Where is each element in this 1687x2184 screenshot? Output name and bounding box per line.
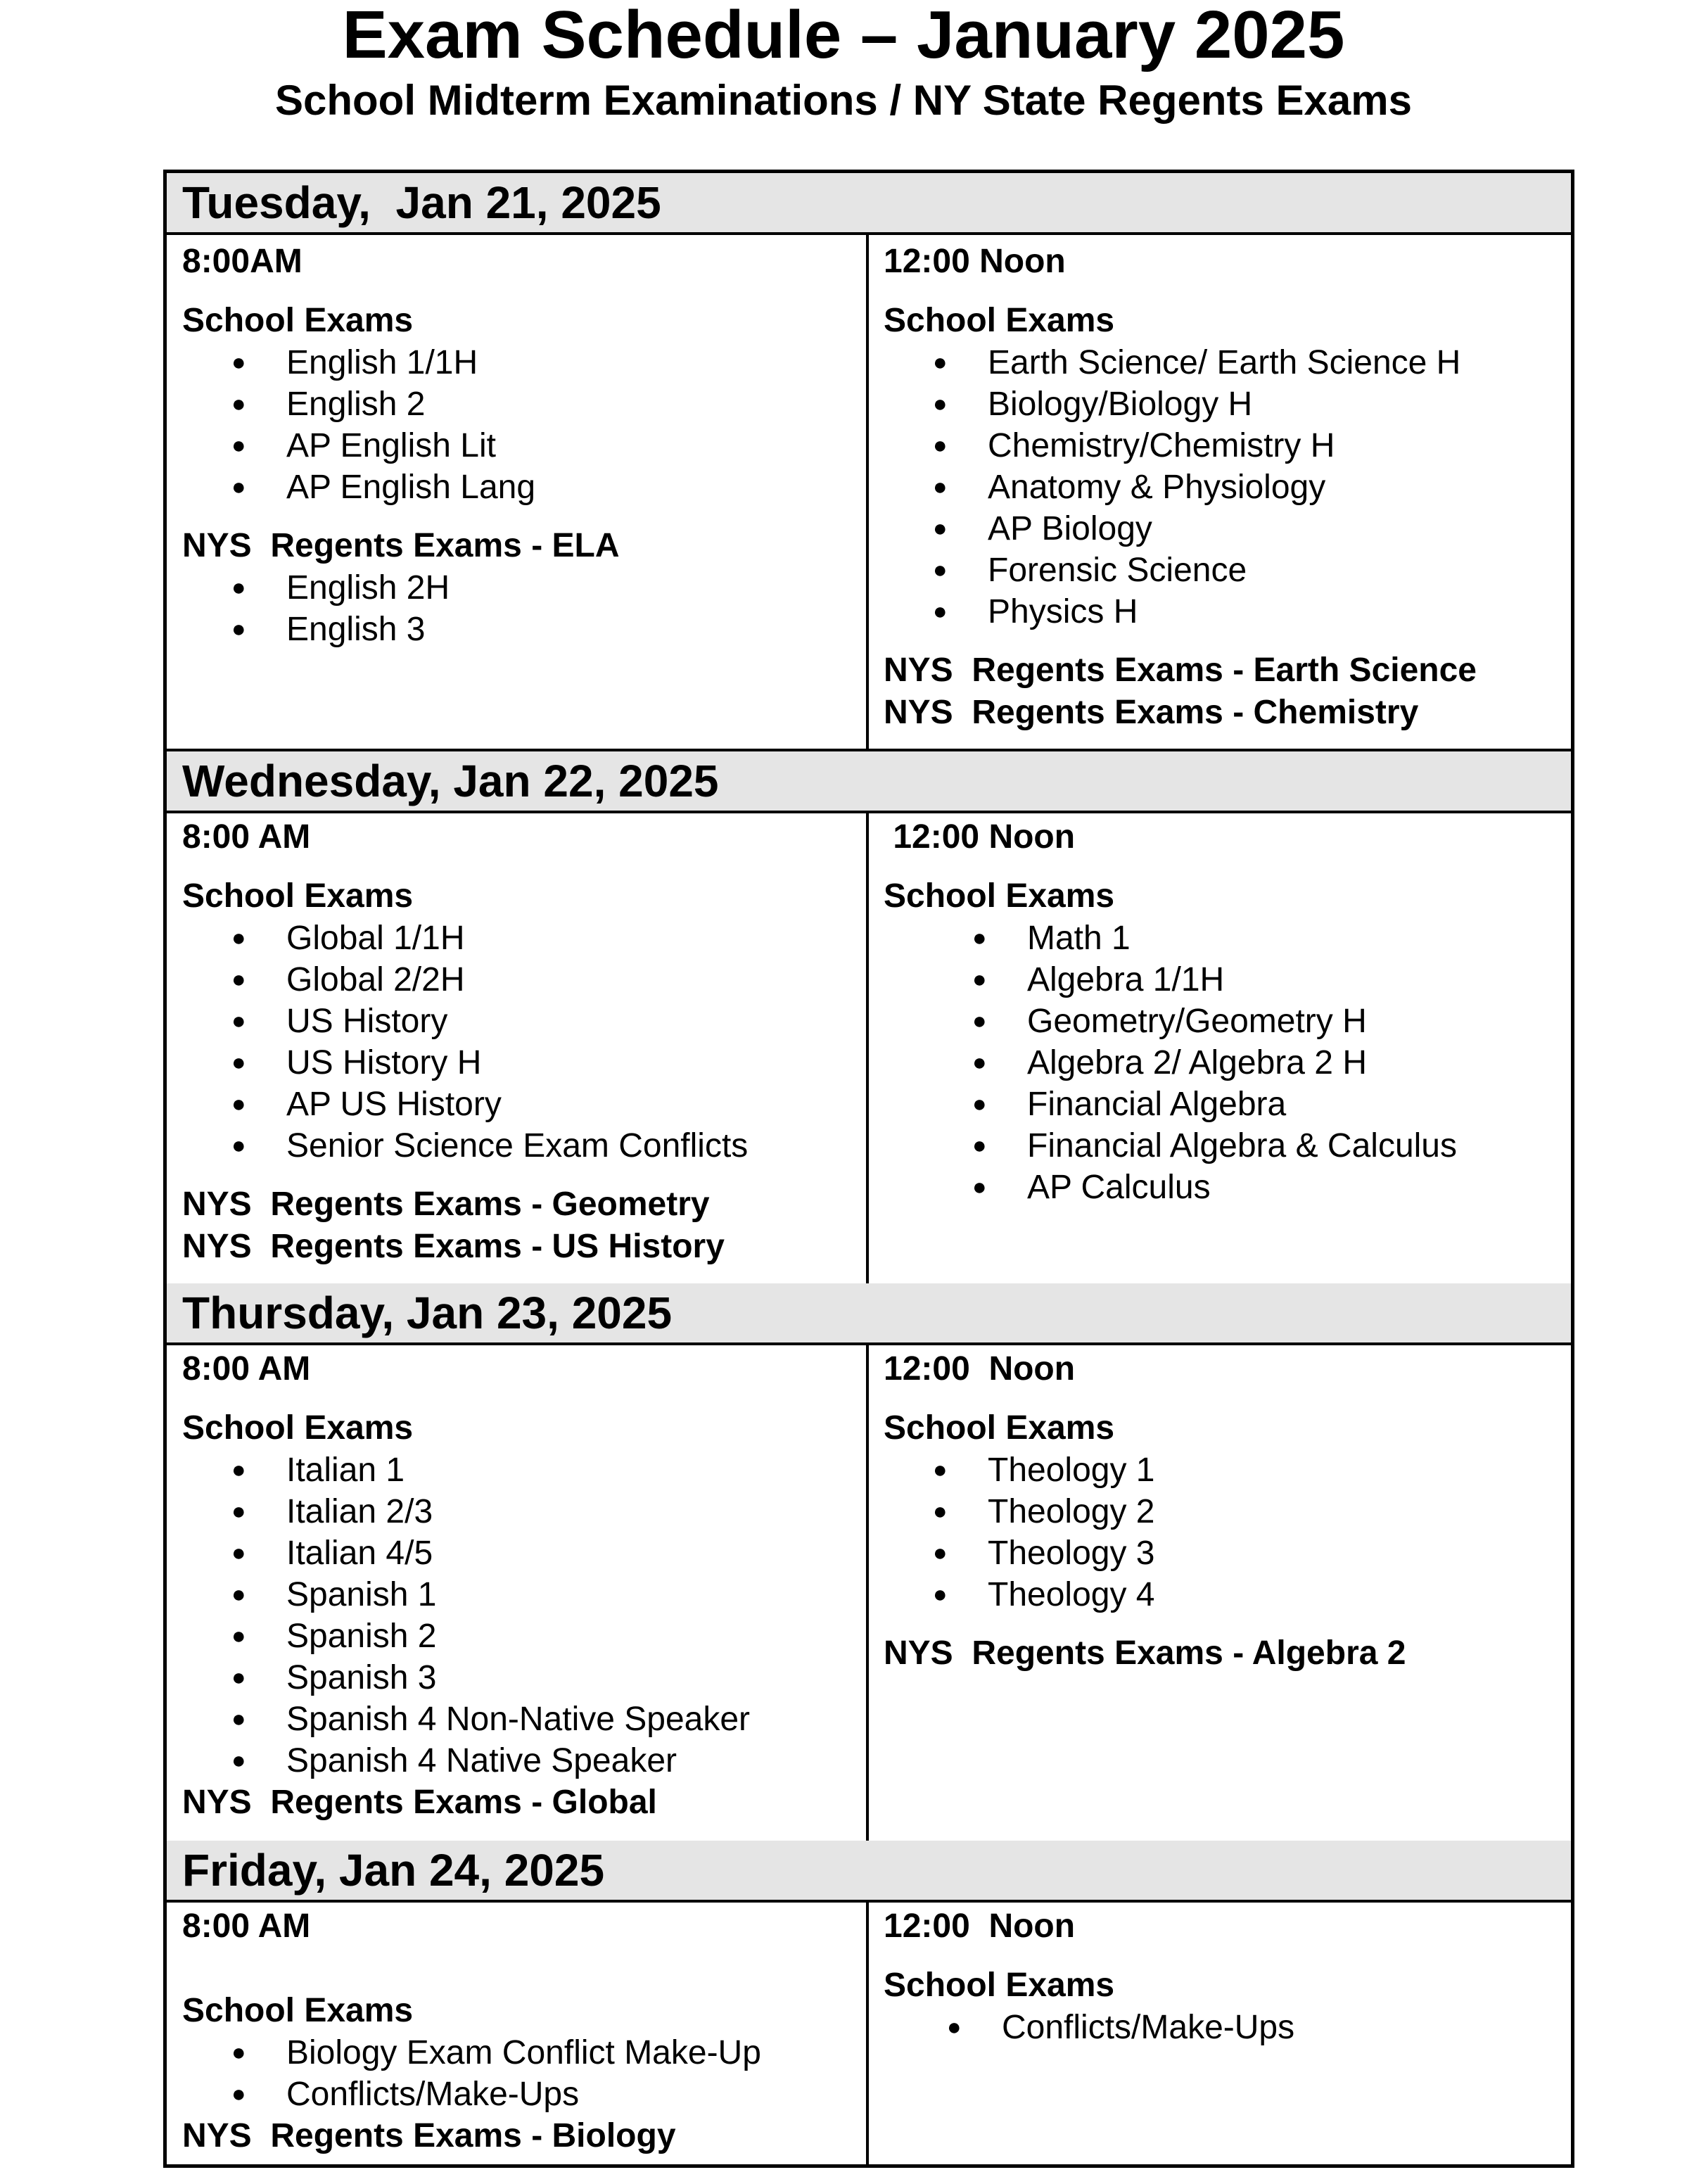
list-item: ● Theology 2 (884, 1491, 1559, 1532)
list-item: ● US History (182, 1001, 858, 1042)
list-item: ● Anatomy & Physiology (884, 466, 1559, 508)
list-item: ● AP Biology (884, 508, 1559, 550)
list-item: ● Italian 1 (182, 1449, 858, 1491)
regents-heading: NYS Regents Exams - ELA (182, 527, 620, 564)
school-exams-heading: School Exams (884, 302, 1115, 339)
school-exams-heading: School Exams (182, 1409, 414, 1447)
school-exams-heading: School Exams (884, 1409, 1115, 1447)
exam-list (884, 1449, 1559, 1615)
exam-list (182, 2032, 858, 2115)
time-slot: 8:00 AM (182, 1907, 311, 1945)
time-slot: 12:00 Noon (884, 818, 1076, 856)
page-subtitle: School Midterm Examinations / NY State Regents Exams (274, 77, 1412, 124)
list-item: ● Spanish 1 (182, 1574, 858, 1615)
list-item: ● Theology 3 (884, 1532, 1559, 1574)
day-header-thursday: Thursday, Jan 23, 2025 (167, 1283, 1571, 1342)
exam-list (884, 2007, 1559, 2048)
regents-heading: NYS Regents Exams - Earth Science (884, 652, 1477, 689)
list-item: ● Financial Algebra (884, 1084, 1559, 1125)
list-item: ● AP English Lang (182, 466, 858, 508)
wednesday-noon-cell (884, 816, 1559, 1208)
time-slot: 12:00 Noon (884, 1350, 1076, 1388)
friday-noon-cell (884, 1905, 1559, 2048)
time-slot: 12:00 Noon (884, 1907, 1076, 1945)
exam-list (182, 1449, 858, 1782)
page-title: Exam Schedule – January 2025 (342, 0, 1345, 72)
time-slot: 8:00 AM (182, 1350, 311, 1388)
thursday-noon-cell (884, 1348, 1559, 1675)
list-item: ● AP Calculus (884, 1167, 1559, 1208)
regents-heading: NYS Regents Exams - Algebra 2 (884, 1634, 1406, 1672)
exam-list (182, 567, 858, 650)
exam-list (884, 918, 1559, 1208)
list-item: ● English 3 (182, 609, 858, 650)
list-item: ● AP English Lit (182, 425, 858, 466)
list-item: ● Theology 1 (884, 1449, 1559, 1491)
column-divider (866, 1903, 869, 2164)
list-item: ● Italian 2/3 (182, 1491, 858, 1532)
row-divider (167, 1342, 1571, 1345)
list-item: ● Earth Science/ Earth Science H (884, 342, 1559, 383)
day-header-wednesday: Wednesday, Jan 22, 2025 (167, 751, 1571, 811)
list-item: ● Biology/Biology H (884, 383, 1559, 425)
regents-heading: NYS Regents Exams - Global (182, 1784, 657, 1821)
time-slot: 8:00AM (182, 243, 303, 280)
column-divider (866, 813, 869, 1283)
list-item: ● Financial Algebra & Calculus (884, 1125, 1559, 1167)
school-exams-heading: School Exams (182, 302, 414, 339)
regents-heading: NYS Regents Exams - Geometry (182, 1186, 710, 1223)
list-item: ● English 1/1H (182, 342, 858, 383)
list-item: ● Chemistry/Chemistry H (884, 425, 1559, 466)
list-item: ● AP US History (182, 1084, 858, 1125)
list-item: ● Algebra 2/ Algebra 2 H (884, 1042, 1559, 1084)
row-divider (167, 811, 1571, 813)
list-item: ● Italian 4/5 (182, 1532, 858, 1574)
list-item: ● Biology Exam Conflict Make-Up (182, 2032, 858, 2074)
tuesday-noon-cell (884, 241, 1559, 734)
friday-morning-cell (182, 1905, 858, 2157)
list-item: ● Theology 4 (884, 1574, 1559, 1615)
school-exams-heading: School Exams (884, 877, 1115, 915)
day-header-tuesday: Tuesday, Jan 21, 2025 (167, 173, 1571, 232)
column-divider (866, 1345, 869, 1841)
exam-list (182, 918, 858, 1167)
list-item: ● Conflicts/Make-Ups (884, 2007, 1559, 2048)
list-item: ● Senior Science Exam Conflicts (182, 1125, 858, 1167)
list-item: ● Geometry/Geometry H (884, 1001, 1559, 1042)
list-item: ● Physics H (884, 591, 1559, 633)
row-divider (167, 1900, 1571, 1903)
list-item: ● Spanish 4 Non-Native Speaker (182, 1699, 858, 1740)
row-divider (167, 232, 1571, 235)
day-header-friday: Friday, Jan 24, 2025 (167, 1841, 1571, 1900)
thursday-morning-cell (182, 1348, 858, 1824)
time-slot: 8:00 AM (182, 818, 311, 856)
list-item: ● Math 1 (884, 918, 1559, 959)
list-item: ● Spanish 3 (182, 1657, 858, 1699)
schedule-table (163, 170, 1574, 2168)
list-item: ● English 2 (182, 383, 858, 425)
regents-heading: NYS Regents Exams - Chemistry (884, 694, 1419, 731)
exam-list (182, 342, 858, 508)
tuesday-morning-cell (182, 241, 858, 650)
regents-heading: NYS Regents Exams - US History (182, 1228, 725, 1265)
column-divider (866, 235, 869, 749)
list-item: ● Spanish 2 (182, 1615, 858, 1657)
exam-list (884, 342, 1559, 633)
list-item: ● Conflicts/Make-Ups (182, 2074, 858, 2115)
regents-heading: NYS Regents Exams - Biology (182, 2117, 676, 2154)
list-item: ● Spanish 4 Native Speaker (182, 1740, 858, 1782)
school-exams-heading: School Exams (182, 877, 414, 915)
list-item: ● Forensic Science (884, 550, 1559, 591)
time-slot: 12:00 Noon (884, 243, 1066, 280)
school-exams-heading: School Exams (884, 1967, 1115, 2004)
list-item: ● English 2H (182, 567, 858, 609)
wednesday-morning-cell (182, 816, 858, 1268)
list-item: ● Global 1/1H (182, 918, 858, 959)
list-item: ● US History H (182, 1042, 858, 1084)
list-item: ● Algebra 1/1H (884, 959, 1559, 1001)
school-exams-heading: School Exams (182, 1992, 414, 2029)
list-item: ● Global 2/2H (182, 959, 858, 1001)
